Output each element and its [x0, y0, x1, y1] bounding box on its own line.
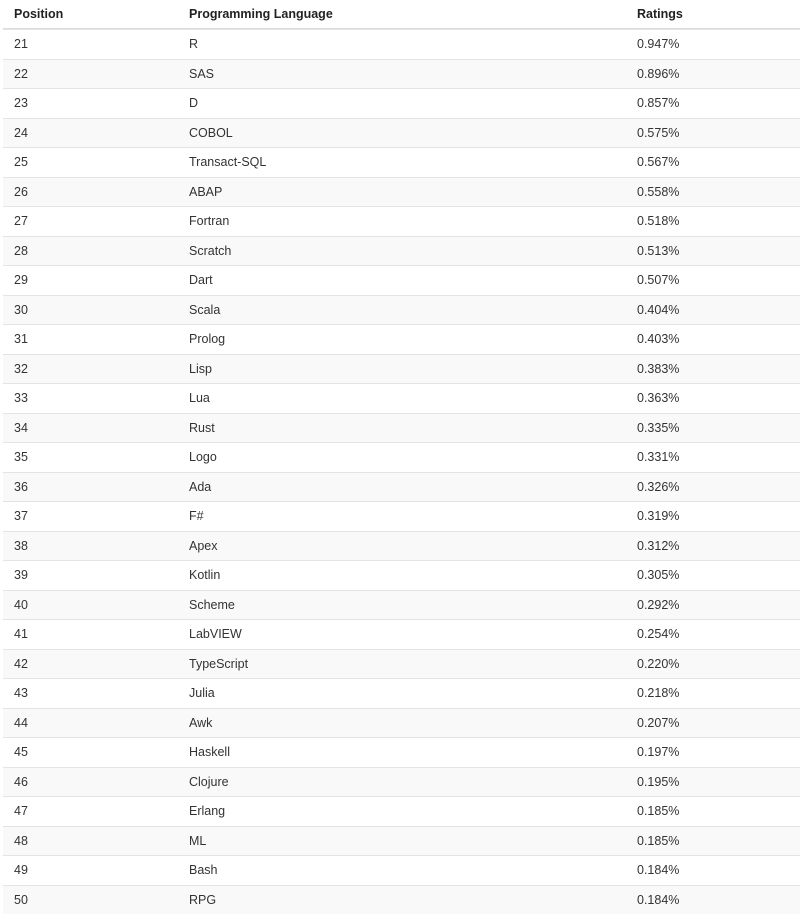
cell-language: F#: [189, 509, 204, 524]
cell-rating: 0.326%: [637, 479, 680, 494]
cell-language: Prolog: [189, 332, 226, 347]
cell-position: 42: [14, 656, 28, 671]
cell-rating: 0.184%: [637, 863, 680, 878]
cell-language: Lua: [189, 391, 210, 406]
cell-rating: 0.184%: [637, 892, 680, 907]
cell-language: TypeScript: [189, 656, 249, 671]
cell-position: 45: [14, 745, 28, 760]
cell-rating: 0.575%: [637, 125, 680, 140]
table-row: [3, 118, 800, 148]
table-row: [3, 177, 800, 207]
cell-position: 48: [14, 833, 28, 848]
cell-language: Fortran: [189, 214, 230, 229]
table-row: [3, 649, 800, 679]
cell-position: 38: [14, 538, 28, 553]
table-row: [3, 531, 800, 561]
cell-position: 26: [14, 184, 28, 199]
ratings-table: [3, 0, 800, 914]
cell-rating: 0.254%: [637, 627, 680, 642]
cell-position: 35: [14, 450, 28, 465]
cell-language: COBOL: [189, 125, 233, 140]
cell-rating: 0.319%: [637, 509, 680, 524]
table-row: [3, 442, 800, 472]
cell-rating: 0.567%: [637, 155, 680, 170]
cell-rating: 0.335%: [637, 420, 680, 435]
table-row: [3, 796, 800, 826]
cell-position: 31: [14, 332, 28, 347]
table-row: [3, 737, 800, 767]
cell-position: 21: [14, 37, 28, 52]
cell-rating: 0.404%: [637, 302, 680, 317]
cell-rating: 0.292%: [637, 597, 680, 612]
cell-language: Dart: [189, 273, 213, 288]
cell-language: Transact-SQL: [189, 155, 267, 170]
table-row: [3, 206, 800, 236]
cell-position: 40: [14, 597, 28, 612]
cell-position: 49: [14, 863, 28, 878]
cell-position: 47: [14, 804, 28, 819]
cell-rating: 0.513%: [637, 243, 680, 258]
cell-rating: 0.896%: [637, 66, 680, 81]
table-row: [3, 472, 800, 502]
table-row: [3, 619, 800, 649]
cell-rating: 0.207%: [637, 715, 680, 730]
table-body: [3, 29, 800, 914]
cell-language: RPG: [189, 892, 217, 907]
table-row: [3, 560, 800, 590]
cell-position: 41: [14, 627, 28, 642]
table-row: [3, 236, 800, 266]
cell-position: 33: [14, 391, 28, 406]
cell-language: Lisp: [189, 361, 212, 376]
table-row: [3, 147, 800, 177]
cell-rating: 0.305%: [637, 568, 680, 583]
cell-rating: 0.857%: [637, 96, 680, 111]
cell-language: Apex: [189, 538, 218, 553]
cell-language: Logo: [189, 450, 217, 465]
cell-language: SAS: [189, 66, 215, 81]
cell-rating: 0.197%: [637, 745, 680, 760]
table-row: [3, 678, 800, 708]
cell-position: 34: [14, 420, 28, 435]
cell-language: Awk: [189, 715, 213, 730]
cell-rating: 0.383%: [637, 361, 680, 376]
cell-position: 30: [14, 302, 28, 317]
cell-language: Rust: [189, 420, 215, 435]
header-programming-language: Programming Language: [189, 7, 333, 21]
cell-rating: 0.558%: [637, 184, 680, 199]
table-header-row: [3, 0, 800, 29]
cell-language: Haskell: [189, 745, 230, 760]
table-row: [3, 383, 800, 413]
cell-position: 44: [14, 715, 28, 730]
table-row: [3, 885, 800, 915]
cell-position: 22: [14, 66, 28, 81]
table-row: [3, 59, 800, 89]
cell-language: Bash: [189, 863, 218, 878]
cell-position: 43: [14, 686, 28, 701]
cell-language: Scala: [189, 302, 221, 317]
cell-language: ML: [189, 833, 207, 848]
table-row: [3, 826, 800, 856]
cell-language: Kotlin: [189, 568, 221, 583]
table-row: [3, 324, 800, 354]
cell-position: 32: [14, 361, 28, 376]
cell-language: ABAP: [189, 184, 223, 199]
cell-position: 37: [14, 509, 28, 524]
cell-rating: 0.312%: [637, 538, 680, 553]
cell-language: Scheme: [189, 597, 235, 612]
cell-position: 46: [14, 774, 28, 789]
cell-rating: 0.218%: [637, 686, 680, 701]
cell-position: 25: [14, 155, 28, 170]
table-row: [3, 295, 800, 325]
cell-rating: 0.947%: [637, 37, 680, 52]
table-row: [3, 265, 800, 295]
cell-position: 28: [14, 243, 28, 258]
cell-language: LabVIEW: [189, 627, 242, 642]
cell-rating: 0.195%: [637, 774, 680, 789]
cell-position: 50: [14, 892, 28, 907]
table-row: [3, 767, 800, 797]
table-row: [3, 501, 800, 531]
table-row: [3, 88, 800, 118]
cell-language: Clojure: [189, 774, 229, 789]
cell-rating: 0.363%: [637, 391, 680, 406]
table-row: [3, 855, 800, 885]
table-row: [3, 590, 800, 620]
cell-rating: 0.331%: [637, 450, 680, 465]
cell-language: Erlang: [189, 804, 226, 819]
table-row: [3, 708, 800, 738]
table-row: [3, 354, 800, 384]
cell-position: 24: [14, 125, 28, 140]
cell-position: 39: [14, 568, 28, 583]
cell-rating: 0.403%: [637, 332, 680, 347]
cell-rating: 0.518%: [637, 214, 680, 229]
cell-position: 23: [14, 96, 28, 111]
cell-rating: 0.507%: [637, 273, 680, 288]
cell-rating: 0.185%: [637, 833, 680, 848]
cell-position: 27: [14, 214, 28, 229]
cell-rating: 0.185%: [637, 804, 680, 819]
cell-language: R: [189, 37, 199, 52]
cell-language: Ada: [189, 479, 212, 494]
header-ratings: Ratings: [637, 7, 683, 21]
cell-language: Julia: [189, 686, 215, 701]
cell-language: D: [189, 96, 199, 111]
cell-position: 36: [14, 479, 28, 494]
table-row: [3, 29, 800, 59]
cell-language: Scratch: [189, 243, 232, 258]
cell-rating: 0.220%: [637, 656, 680, 671]
header-position: Position: [14, 7, 64, 21]
cell-position: 29: [14, 273, 28, 288]
table-row: [3, 413, 800, 443]
